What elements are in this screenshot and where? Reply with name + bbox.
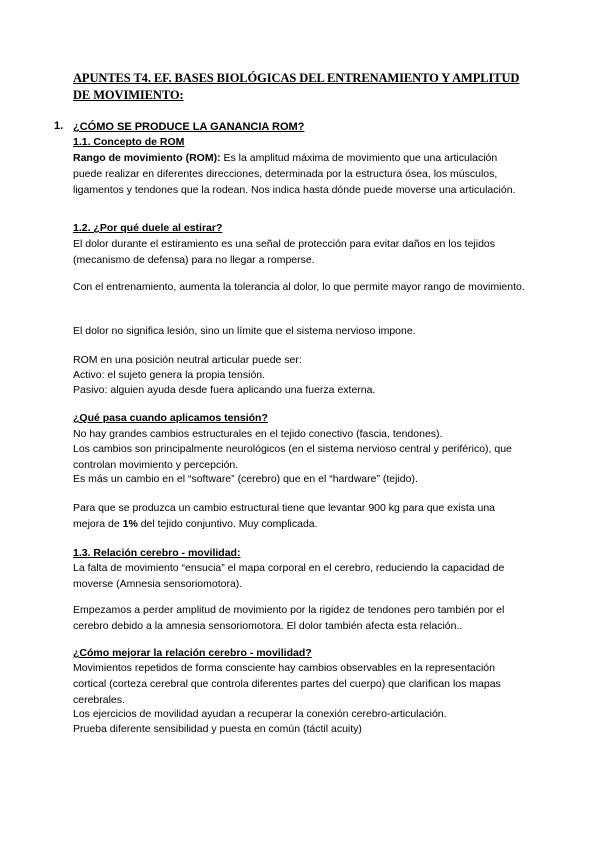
rom-intro-line: ROM en una posición neutral articular puede ser: (73, 354, 302, 366)
tolerance-paragraph: Con el entrenamiento, aumenta la tolerancia al dolor, lo que permite mayor rango de movimiento. (73, 281, 525, 293)
rom-term: Rango de movimiento (ROM): (73, 152, 221, 164)
pain-paragraph: El dolor durante el estiramiento es una señal de protección para evitar daños en los tejidos (mecanismo de defensa) para no llegar a romperse. (73, 238, 496, 266)
section-heading: ¿CÓMO SE PRODUCE LA GANANCIA ROM? (73, 121, 305, 133)
section-number: 1. (54, 120, 64, 132)
rom-definition-paragraph (73, 150, 528, 198)
structural-text-b: del tejido conjuntivo. Muy complicada. (137, 518, 318, 530)
subsection-1-3-heading: 1.3. Relación cerebro - movilidad: (73, 547, 241, 559)
rigidity-paragraph: Empezamos a perder amplitud de movimiento por la rigidez de tendones pero también por el cerebro debido a la amnesia sensoriomotora. El dolor también afecta esta relación.. (73, 604, 505, 632)
improve-line-1: Movimientos repetidos de forma consciente hay cambios observables en la representación cortical (corteza cerebral que controla diferentes partes del cuerpo) que clarifican los mapas cerebrales. (73, 662, 501, 706)
tension-line-2: Los cambios son principalmente neurológicos (en el sistema nervioso central y periférico), que controlan movimiento y percepción. (73, 443, 512, 471)
tension-heading: ¿Qué pasa cuando aplicamos tensión? (73, 412, 268, 424)
structural-text-a: Para que se produzca un cambio estructural tiene que levantar 900 kg para que exista una mejora de (73, 502, 496, 530)
improve-line-3: Prueba diferente sensibilidad y puesta en común (táctil acuity) (73, 723, 362, 735)
improve-line-2: Los ejercicios de movilidad ayudan a recuperar la conexión cerebro-articulación. (73, 708, 447, 720)
improve-heading: ¿Cómo mejorar la relación cerebro - movilidad? (73, 647, 312, 659)
subsection-1-1-heading: 1.1. Concepto de ROM (73, 136, 185, 148)
amnesia-paragraph: La falta de movimiento “ensucia” el mapa corporal en el cerebro, reduciendo la capacidad de moverse (Amnesia sensoriomotora). (73, 562, 505, 590)
tension-line-3: Es más un cambio en el “software” (cerebro) que en el “hardware” (tejido). (73, 473, 418, 485)
page-title: APUNTES T4. EF. BASES BIOLÓGICAS DEL ENTRENAMIENTO Y AMPLITUD DE MOVIMIENTO: (73, 71, 520, 102)
structural-change-paragraph (73, 500, 528, 532)
tension-line-1: No hay grandes cambios estructurales en el tejido conectivo (fascia, tendones). (73, 428, 443, 440)
rom-active-line: Activo: el sujeto genera la propia tensión. (73, 369, 266, 381)
rom-passive-line: Pasivo: alguien ayuda desde fuera aplicando una fuerza externa. (73, 384, 376, 396)
rom-definition-text: Es la amplitud máxima de movimiento que una articulación puede realizar en diferentes direcciones, determinada por la estructura ósea, los músculos, ligamentos y tendones que la rodean. Nos indica hasta dónde puede moverse una articulación. (73, 152, 516, 196)
structural-percent: 1% (122, 518, 138, 530)
subsection-1-2-heading: 1.2. ¿Por qué duele al estirar? (73, 222, 223, 234)
limit-paragraph: El dolor no significa lesión, sino un límite que el sistema nervioso impone. (73, 325, 416, 337)
